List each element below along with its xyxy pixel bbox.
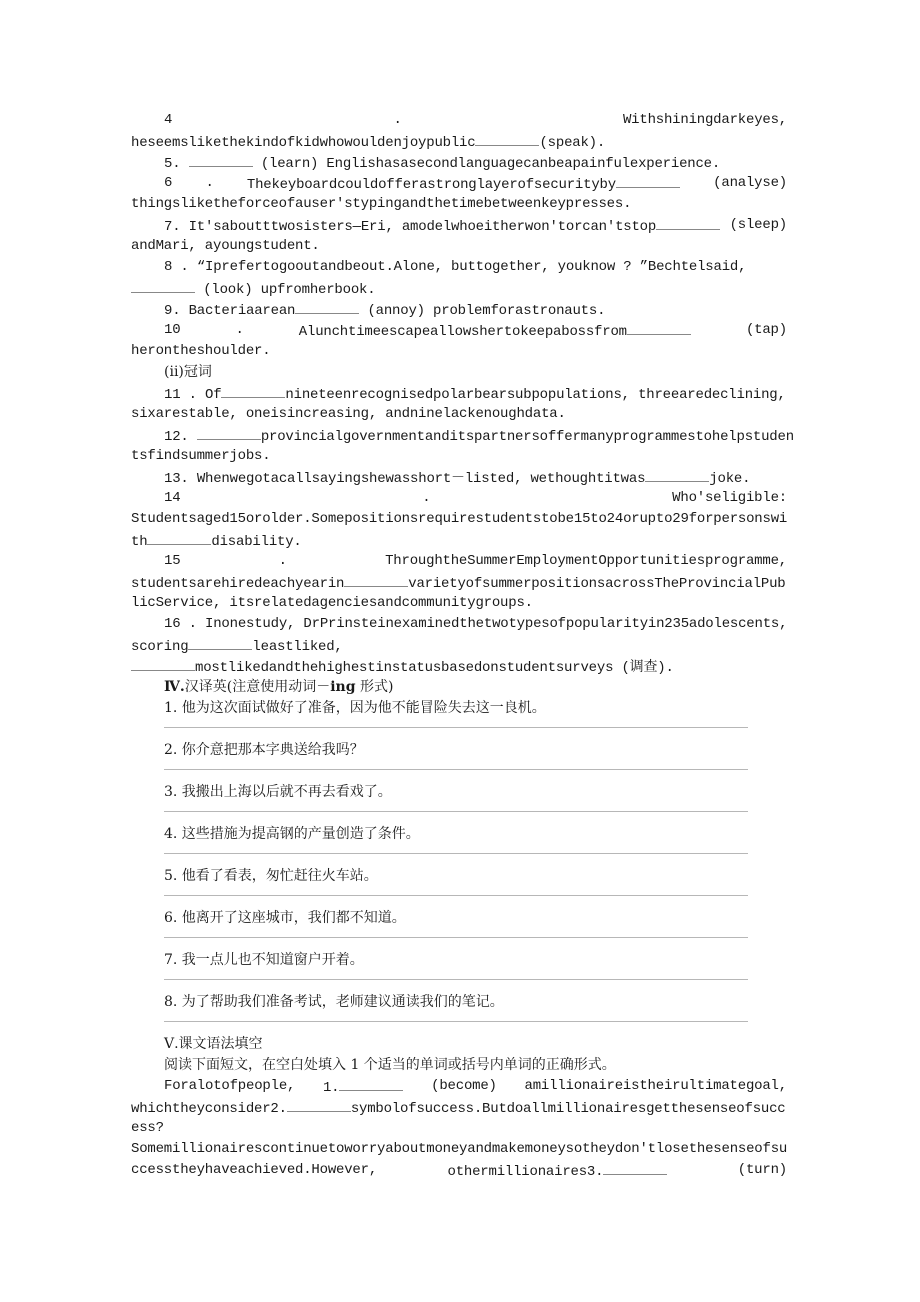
item-10-line2: herontheshoulder. (131, 343, 271, 359)
item-9: 9. Bacteriaarean (annoy) problemforastronauts. (131, 299, 787, 320)
answer-line-1[interactable] (164, 727, 748, 728)
section-v-heading: Ⅴ.课文语法填空 (164, 1036, 263, 1052)
item-11-line2: sixarestable, oneisincreasing, andninelackenoughdata. (131, 406, 566, 422)
passage-line-4: Somemillionairescontinuetoworryaboutmoneyandmakemoneysotheydon'tlosethesenseofsu (131, 1141, 788, 1157)
item-6-line2: thingsliketheforceofauser'stypingandthetimebetweenkeypresses. (131, 196, 632, 212)
answer-blank[interactable] (221, 383, 285, 398)
translation-item-5: 5. 他看了看表，匆忙赶往火车站。 (164, 868, 378, 884)
answer-line-6[interactable] (164, 937, 748, 938)
section-v-instruction: 阅读下面短文，在空白处填入 1 个适当的单词或括号内单词的正确形式。 (164, 1057, 616, 1073)
section-iv-heading: Ⅳ.汉译英(注意使用动词－ing 形式) (164, 679, 394, 695)
item-16-line3: mostlikedandthehighestinstatusbasedonstudentsurveys (调查). (131, 656, 787, 677)
item-15-line3: licService, itsrelatedagenciesandcommunitygroups. (131, 595, 533, 611)
item-6-line1: 6 . Thekeyboardcouldofferastronglayerofsecurityby (analyse) (164, 175, 787, 193)
passage-blank-2[interactable] (287, 1097, 351, 1112)
translation-item-4: 4. 这些措施为提高钢的产量创造了条件。 (164, 826, 420, 842)
answer-blank[interactable] (197, 425, 261, 440)
item-5: 5. (learn) Englishasasecondlanguagecanbeapainfulexperience. (131, 152, 787, 173)
answer-blank[interactable] (188, 635, 252, 650)
answer-line-4[interactable] (164, 853, 748, 854)
answer-blank[interactable] (645, 467, 709, 482)
item-15-line2: studentsarehiredeachyearin varietyofsummerpositionsacrossTheProvincialPub (131, 572, 787, 593)
passage-line-1: Foralotofpeople, 1. (become) amillionaireistheirultimategoal, (164, 1078, 787, 1096)
item-14-line1: 14 . Who'seligible: (164, 490, 787, 506)
passage-line-5: ccesstheyhaveachieved.However, othermillionaires3. (turn) (131, 1162, 787, 1180)
item-8-line1: 8 . “Iprefertogooutandbeout.Alone, buttogether, youknow ? ”Bechtelsaid, (164, 259, 747, 275)
item-16-line2: scoring leastliked, (131, 635, 787, 656)
answer-blank[interactable] (344, 572, 408, 587)
item-16-line1: 16 . Inonestudy, DrPrinsteinexaminedthetwotypesofpopularityin235adolescents, (164, 616, 788, 632)
answer-line-8[interactable] (164, 1021, 748, 1022)
passage-blank-1[interactable] (339, 1076, 403, 1091)
answer-blank[interactable] (656, 215, 720, 230)
answer-line-7[interactable] (164, 979, 748, 980)
item-12-line1: 12. provincialgovernmentanditspartnersoffermanyprogrammestohelpstuden (131, 425, 787, 446)
item-number: 4 (164, 112, 173, 128)
item-12-line2: tsfindsummerjobs. (131, 448, 271, 464)
item-10-line1: 10 . Alunchtimeescapeallowshertokeepabossfrom (tap) (164, 322, 787, 340)
translation-item-1: 1. 他为这次面试做好了准备，因为他不能冒险失去这一良机。 (164, 700, 546, 716)
answer-blank[interactable] (295, 299, 359, 314)
passage-line-3: ess? (131, 1120, 164, 1136)
answer-blank[interactable] (147, 530, 211, 545)
item-4-line2: heseemslikethekindofkidwhowouldenjoypublic (speak). (131, 131, 787, 152)
translation-item-8: 8. 为了帮助我们准备考试，老师建议通读我们的笔记。 (164, 994, 504, 1010)
translation-item-6: 6. 他离开了这座城市，我们都不知道。 (164, 910, 406, 926)
answer-blank[interactable] (616, 173, 680, 188)
answer-blank[interactable] (131, 278, 195, 293)
answer-blank[interactable] (189, 152, 253, 167)
answer-line-5[interactable] (164, 895, 748, 896)
item-11-line1: 11 . Of nineteenrecognisedpolarbearsubpopulations, threearedeclining, (131, 383, 787, 404)
passage-blank-3[interactable] (603, 1160, 667, 1175)
answer-line-2[interactable] (164, 769, 748, 770)
answer-blank[interactable] (475, 131, 539, 146)
item-15-line1: 15 . ThroughtheSummerEmploymentOpportunitiesprogramme, (164, 553, 787, 569)
subheading-articles: (ii)冠词 (164, 364, 212, 380)
answer-line-3[interactable] (164, 811, 748, 812)
item-8-line2: (look) upfromherbook. (131, 278, 787, 299)
translation-item-7: 7. 我一点儿也不知道窗户开着。 (164, 952, 364, 968)
item-13: 13. Whenwegotacallsayingshewasshort－listed, wethoughtitwas joke. (131, 467, 787, 488)
answer-blank[interactable] (627, 320, 691, 335)
item-4-line1: 4 . Withshiningdarkeyes, (131, 110, 787, 131)
translation-item-2: 2. 你介意把那本字典送给我吗？ (164, 742, 364, 758)
item-14-line3: th disability. (131, 530, 787, 551)
worksheet-page (131, 110, 794, 1181)
item-14-line2: Studentsaged15orolder.Somepositionsrequirestudentstobe15to24orupto29forpersonswi (131, 511, 788, 527)
answer-blank[interactable] (131, 656, 195, 671)
item-7-line1: 7. It'saboutttwosisters—Eri, amodelwhoeitherwon'torcan'tstop (sleep) (164, 217, 787, 235)
item-7-line2: andMari, ayoungstudent. (131, 238, 320, 254)
translation-item-3: 3. 我搬出上海以后就不再去看戏了。 (164, 784, 392, 800)
passage-line-2: whichtheyconsider2. symbolofsuccess.Butdoallmillionairesgetthesenseofsucc (131, 1097, 787, 1118)
